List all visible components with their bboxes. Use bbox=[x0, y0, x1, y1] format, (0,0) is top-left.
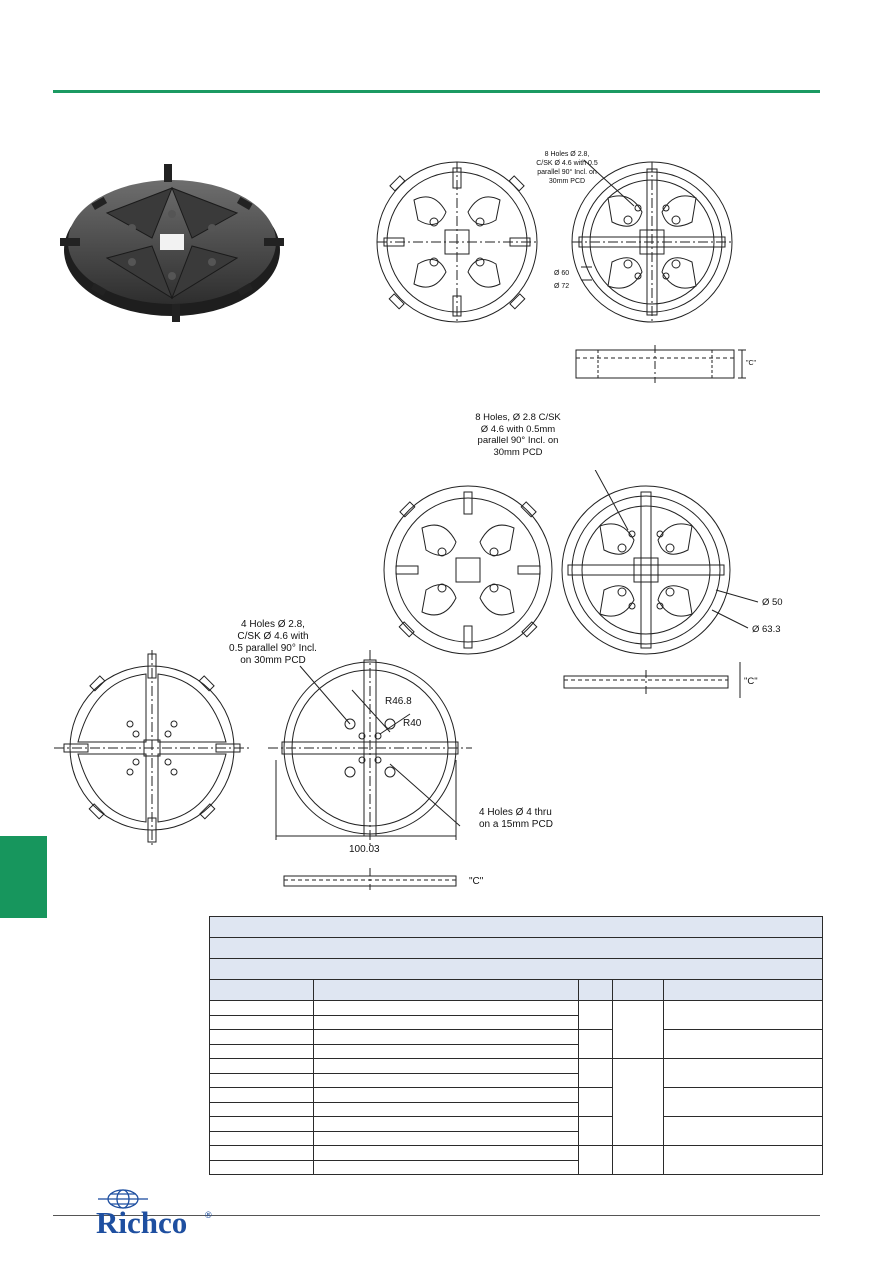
drawing-b-dia-inner: Ø 50 bbox=[762, 597, 783, 608]
table-row bbox=[210, 1088, 823, 1103]
table-band-3 bbox=[210, 959, 823, 980]
drawing-c-side-view bbox=[284, 868, 456, 890]
drawing-b-bottom-view bbox=[562, 470, 758, 654]
table-header-row bbox=[210, 980, 823, 1001]
drawing-c-radius-inner: R40 bbox=[403, 718, 422, 729]
section-tab bbox=[0, 836, 47, 918]
drawing-b-dia-outer: Ø 63.3 bbox=[752, 624, 781, 635]
table-row bbox=[210, 1117, 823, 1132]
drawing-a-dia-outer: Ø 72 bbox=[554, 283, 570, 290]
drawing-c-radius-outer: R46.8 bbox=[385, 696, 412, 707]
drawing-a-holes-note: 8 Holes Ø 2.8, C/SK Ø 4.6 with 0.5 parallel 90° Incl. on 30mm PCD bbox=[536, 151, 598, 185]
table-row bbox=[210, 1001, 823, 1016]
table-row bbox=[210, 1146, 823, 1161]
header-rule bbox=[53, 90, 820, 93]
drawing-b-side-view bbox=[564, 662, 740, 698]
drawing-c-thru-note: 4 Holes Ø 4 thru on a 15mm PCD bbox=[479, 807, 553, 830]
drawing-a-height-label: "C" bbox=[746, 360, 757, 367]
table-row bbox=[210, 1030, 823, 1045]
drawing-b-top-view bbox=[384, 486, 552, 654]
drawing-a-side-view bbox=[576, 345, 746, 383]
drawing-c-top-view bbox=[54, 650, 250, 846]
drawing-b-holes-note: 8 Holes, Ø 2.8 C/SK Ø 4.6 with 0.5mm parallel 90° Incl. on 30mm PCD bbox=[475, 412, 561, 458]
richco-logo bbox=[96, 1188, 212, 1238]
drawing-c bbox=[50, 640, 480, 890]
drawing-c-holes-note: 4 Holes Ø 2.8, C/SK Ø 4.6 with 0.5 parallel 90° Incl. on 30mm PCD bbox=[229, 619, 317, 666]
spec-table bbox=[209, 916, 823, 1175]
product-photo bbox=[52, 158, 292, 326]
drawing-a-dia-inner: Ø 60 bbox=[554, 270, 570, 277]
drawing-c-width-dim: 100.03 bbox=[349, 844, 380, 855]
drawing-a bbox=[370, 150, 770, 390]
drawing-c-height-label: "C" bbox=[469, 876, 484, 887]
drawing-b-height-label: "C" bbox=[744, 676, 758, 687]
drawing-a-top-view bbox=[377, 162, 537, 322]
drawing-c-bottom-view bbox=[268, 650, 472, 846]
table-row bbox=[210, 1059, 823, 1074]
brand-wordmark: Richco bbox=[96, 1205, 188, 1238]
table-band-1 bbox=[210, 917, 823, 938]
registered-mark: ® bbox=[205, 1210, 212, 1220]
table-band-2 bbox=[210, 938, 823, 959]
